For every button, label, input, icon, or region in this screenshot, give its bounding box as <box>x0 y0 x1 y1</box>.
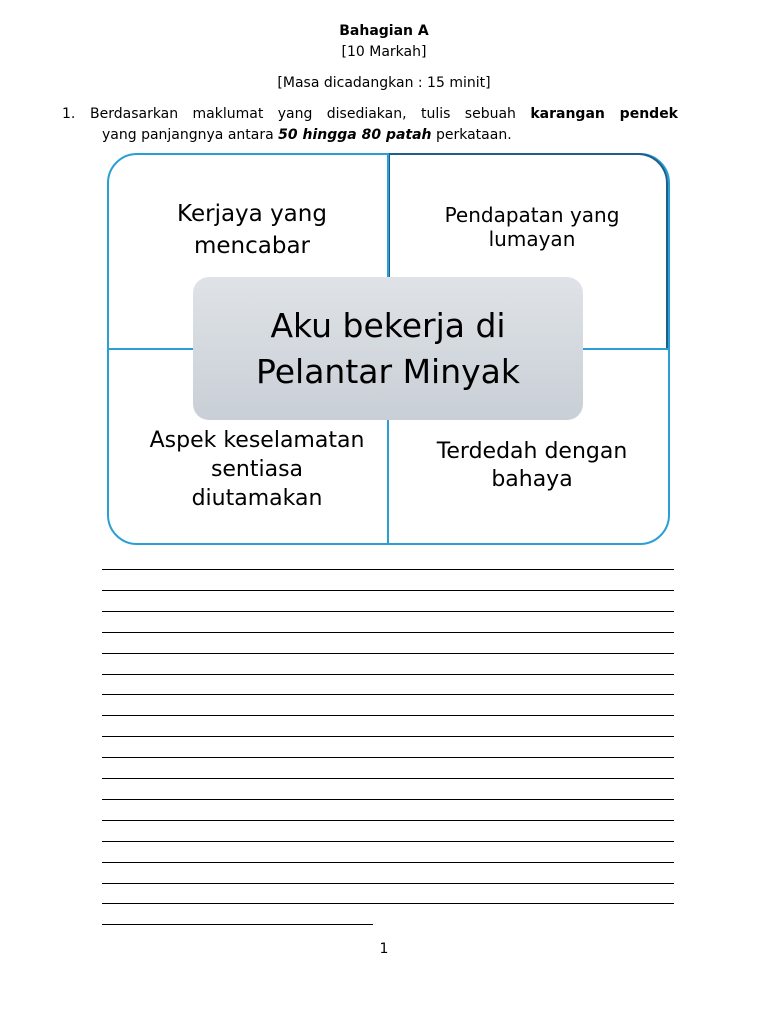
answer-line[interactable] <box>102 862 674 863</box>
point-bottom-right <box>407 438 657 494</box>
answer-line[interactable] <box>102 674 674 675</box>
point-top-left <box>152 198 352 262</box>
answer-line[interactable] <box>102 841 674 842</box>
question-number: 1. <box>62 106 76 122</box>
answer-line[interactable] <box>102 883 674 884</box>
question-emphasis: karangan pendek <box>530 106 678 122</box>
answer-line[interactable] <box>102 632 674 633</box>
question-line-1 <box>90 106 678 122</box>
question-line-2 <box>102 127 512 143</box>
point-text: diutamakan <box>191 486 323 511</box>
answer-line[interactable] <box>102 820 674 821</box>
point-text: mencabar <box>193 233 311 259</box>
question-text-c: perkataan. <box>431 127 512 143</box>
answer-line[interactable] <box>102 924 373 925</box>
answer-line[interactable] <box>102 611 674 612</box>
answer-line[interactable] <box>102 694 674 695</box>
point-text: Pendapatan yang <box>444 203 620 227</box>
section-title: Bahagian A <box>339 23 429 39</box>
point-text: lumayan <box>488 227 576 251</box>
question-text-a: Berdasarkan maklumat yang disediakan, tulis sebuah <box>90 106 531 122</box>
answer-line[interactable] <box>102 590 674 591</box>
answer-line[interactable] <box>102 715 674 716</box>
answer-line[interactable] <box>102 903 674 904</box>
central-topic-box <box>193 277 583 420</box>
answer-line[interactable] <box>102 569 674 570</box>
point-text: Terdedah dengan <box>436 439 628 464</box>
answer-line[interactable] <box>102 778 674 779</box>
central-topic-line-1: Aku bekerja di <box>270 305 506 345</box>
answer-line[interactable] <box>102 653 674 654</box>
question-text-b: yang panjangnya antara <box>102 127 279 143</box>
marks-label: [10 Markah] <box>341 44 427 60</box>
answer-line[interactable] <box>102 736 674 737</box>
answer-line[interactable] <box>102 757 674 758</box>
point-text: bahaya <box>491 467 573 492</box>
point-text: sentiasa <box>210 457 304 482</box>
mind-map-diagram <box>107 153 670 545</box>
point-bottom-left <box>127 426 387 513</box>
central-topic-line-2: Pelantar Minyak <box>256 351 520 391</box>
point-text: Aspek keselamatan <box>149 428 365 453</box>
suggested-time: [Masa dicadangkan : 15 minit] <box>277 75 491 91</box>
answer-line[interactable] <box>102 799 674 800</box>
point-text: Kerjaya yang <box>177 201 327 227</box>
point-top-right <box>407 203 657 251</box>
word-count-range: 50 hingga 80 patah <box>278 127 432 143</box>
page-number: 1 <box>379 941 389 957</box>
